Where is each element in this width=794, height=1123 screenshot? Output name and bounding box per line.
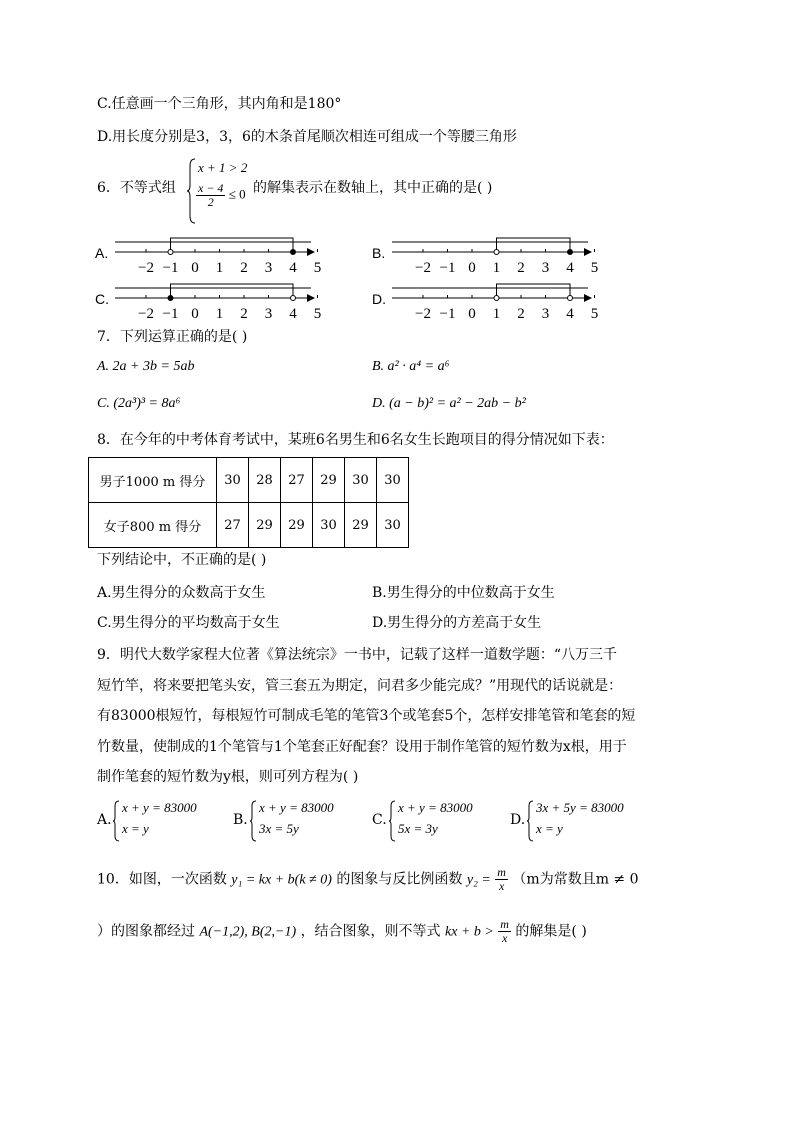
- tick-label: 3: [264, 260, 273, 276]
- number-line: [111, 282, 341, 326]
- number-line: [111, 236, 341, 280]
- q10-line-1: [97, 866, 639, 893]
- q8-option-d[interactable]: D.男生得分的方差高于女生: [372, 615, 542, 631]
- option-label: B.: [372, 245, 386, 261]
- cell: 30: [313, 503, 345, 548]
- tick-label: 2: [240, 260, 248, 276]
- tick-label: 4: [289, 306, 297, 322]
- q6-frac-denominator: 2: [207, 195, 214, 209]
- q10-line-2: [97, 918, 587, 945]
- q8-stem: 8．在今年的中考体育考试中，某班6名男生和6名女生长跑项目的得分情况如下表：: [97, 432, 614, 448]
- tick-label: −1: [439, 260, 456, 276]
- q8-option-b[interactable]: B.男生得分的中位数高于女生: [372, 585, 555, 601]
- tick-label: 0: [468, 306, 476, 322]
- q6-ineq-2: [196, 182, 246, 209]
- tick-label: −1: [162, 260, 179, 276]
- q6-ineq-1: x + 1 > 2: [198, 160, 248, 175]
- q6-ineq2-relation: ≤ 0: [228, 186, 246, 202]
- number-line: [388, 282, 618, 326]
- cell: 30: [217, 458, 249, 503]
- tick-label: 0: [191, 306, 199, 322]
- cell: 27: [217, 503, 249, 548]
- tick-label: 3: [264, 306, 273, 322]
- frac-denominator: x: [501, 931, 508, 945]
- left-brace-icon: [112, 800, 120, 842]
- tick-label: −2: [138, 306, 154, 322]
- tick-label: 3: [541, 306, 550, 322]
- q7-option-d[interactable]: D. (a − b)² = a² − 2ab − b²: [372, 396, 526, 411]
- equation-2: 3x = 5y: [259, 821, 299, 836]
- q10-inverse-function: y₂ =: [466, 872, 491, 888]
- q6-frac-numerator: x − 4: [198, 181, 224, 195]
- q9-line-2: 短竹竿，将来要把笔头安，管三套五为期定，问君多少能完成？”用现代的话说就是：: [97, 678, 623, 694]
- q8-option-a[interactable]: A.男生得分的众数高于女生: [97, 585, 266, 601]
- left-endpoint: [168, 296, 173, 301]
- arrow-icon: [584, 294, 592, 302]
- right-endpoint: [291, 296, 296, 301]
- option-label: D.: [510, 812, 526, 828]
- tick-label: 4: [566, 306, 574, 322]
- right-endpoint: [568, 250, 573, 255]
- arrow-icon: [307, 294, 315, 302]
- tick-label: 5: [313, 260, 322, 276]
- cell: 30: [345, 458, 377, 503]
- option-label: C.: [372, 812, 387, 828]
- option-label: C.: [95, 291, 109, 307]
- solution-bracket: [497, 284, 571, 298]
- equation-2: x = y: [536, 821, 563, 836]
- tick-label: 5: [313, 306, 322, 322]
- q10-fraction: [495, 866, 508, 893]
- tick-label: 5: [590, 260, 599, 276]
- left-brace-icon: [526, 800, 534, 842]
- equation-1: x + y = 83000: [259, 800, 334, 815]
- option-label: A.: [97, 812, 112, 828]
- q6-number: 6．不等式组: [97, 180, 176, 196]
- q9-line-5: 制作笔套的短竹数为y根，则可列方程为( ): [97, 769, 359, 785]
- option-label: D.: [372, 291, 386, 307]
- tick-label: 4: [289, 260, 297, 276]
- row-label-boys: 男子1000 m 得分: [89, 458, 217, 503]
- equation-1: x + y = 83000: [122, 800, 197, 815]
- solution-bracket: [171, 238, 294, 252]
- tick-label: 2: [517, 306, 525, 322]
- q5-option-c: C.任意画一个三角形，其内角和是180°: [97, 96, 342, 112]
- left-endpoint: [494, 250, 499, 255]
- cell: 29: [313, 458, 345, 503]
- q10-text: 的图象与反比例函数: [336, 871, 463, 888]
- cell: 30: [377, 503, 409, 548]
- cell: 28: [249, 458, 281, 503]
- table-row: [89, 503, 409, 548]
- q5-option-d: D.用长度分别是3，3，6的木条首尾顺次相连可组成一个等腰三角形: [97, 129, 517, 145]
- q7-stem: 7．下列运算正确的是( ): [97, 329, 248, 345]
- table-row: [89, 458, 409, 503]
- q7-option-c[interactable]: C. (2a³)³ = 8a⁶: [97, 396, 181, 411]
- tick-label: −2: [415, 306, 431, 322]
- tick-label: 2: [517, 260, 525, 276]
- right-endpoint: [291, 250, 296, 255]
- q7-option-b[interactable]: B. a² · a⁴ = a⁶: [372, 359, 450, 374]
- q10-text: 10．如图，一次函数: [97, 871, 227, 888]
- score-table: [88, 457, 409, 548]
- q10-text: （m为常数且m ≠ 0: [512, 871, 639, 888]
- frac-numerator: m: [500, 917, 509, 931]
- q6-inequality-system: [186, 158, 256, 224]
- equation-2: 5x = 3y: [398, 821, 438, 836]
- tick-label: −1: [162, 306, 179, 322]
- q7-option-a[interactable]: A. 2a + 3b = 5ab: [97, 359, 195, 374]
- q9-line-1: 9．明代大数学家程大位著《算法统宗》一书中，记载了这样一道数学题：“八万三千: [97, 647, 618, 663]
- tick-label: −2: [415, 260, 431, 276]
- tick-label: 1: [492, 260, 501, 276]
- row-label-girls: 女子800 m 得分: [89, 503, 217, 548]
- q9-line-4: 竹数量，使制成的1个笔管与1个笔套正好配套？设用于制作笔管的短竹数为x根，用于: [97, 739, 627, 755]
- q8-prompt: 下列结论中，不正确的是( ): [97, 552, 267, 568]
- left-brace-icon: [186, 158, 196, 224]
- tick-label: 3: [541, 260, 550, 276]
- q10-text: ，结合图象，则不等式: [300, 923, 441, 940]
- q8-option-c[interactable]: C.男生得分的平均数高于女生: [97, 615, 280, 631]
- tick-label: 1: [215, 260, 224, 276]
- left-brace-icon: [249, 800, 257, 842]
- cell: 30: [377, 458, 409, 503]
- q9-line-3: 有83000根短竹，每根短竹可制成毛笔的笔管3个或笔套5个，怎样安排笔管和笔套的短: [97, 708, 636, 724]
- solution-bracket: [171, 284, 294, 298]
- cell: 27: [281, 458, 313, 503]
- option-label: B.: [233, 812, 248, 828]
- equation-1: 3x + 5y = 83000: [536, 800, 624, 815]
- q10-points: A(−1,2), B(2,−1): [199, 924, 297, 940]
- frac-numerator: m: [497, 865, 506, 879]
- right-endpoint: [568, 296, 573, 301]
- tick-label: 4: [566, 260, 574, 276]
- q10-fraction: [498, 918, 511, 945]
- left-endpoint: [168, 250, 173, 255]
- tick-label: 1: [215, 306, 224, 322]
- q10-text: 的解集是( ): [515, 923, 587, 940]
- cell: 29: [249, 503, 281, 548]
- q6-stem-tail: 的解集表示在数轴上，其中正确的是( ): [253, 180, 493, 196]
- tick-label: −2: [138, 260, 154, 276]
- solution-bracket: [497, 238, 571, 252]
- q10-linear-function: y₁ = kx + b(k ≠ 0): [231, 872, 332, 888]
- tick-label: 1: [492, 306, 501, 322]
- tick-label: 2: [240, 306, 248, 322]
- number-line: [388, 236, 618, 280]
- equation-1: x + y = 83000: [398, 800, 473, 815]
- left-brace-icon: [388, 800, 396, 842]
- tick-label: 0: [468, 260, 476, 276]
- option-label: A.: [95, 245, 109, 261]
- q10-text: ）的图象都经过: [97, 923, 195, 940]
- tick-label: 0: [191, 260, 199, 276]
- left-endpoint: [494, 296, 499, 301]
- frac-denominator: x: [498, 879, 505, 893]
- arrow-icon: [307, 248, 315, 256]
- arrow-icon: [584, 248, 592, 256]
- q10-inequality: kx + b >: [445, 924, 494, 940]
- tick-label: 5: [590, 306, 599, 322]
- cell: 29: [281, 503, 313, 548]
- tick-label: −1: [439, 306, 456, 322]
- cell: 29: [345, 503, 377, 548]
- equation-2: x = y: [122, 821, 149, 836]
- q6-fraction: [196, 182, 225, 209]
